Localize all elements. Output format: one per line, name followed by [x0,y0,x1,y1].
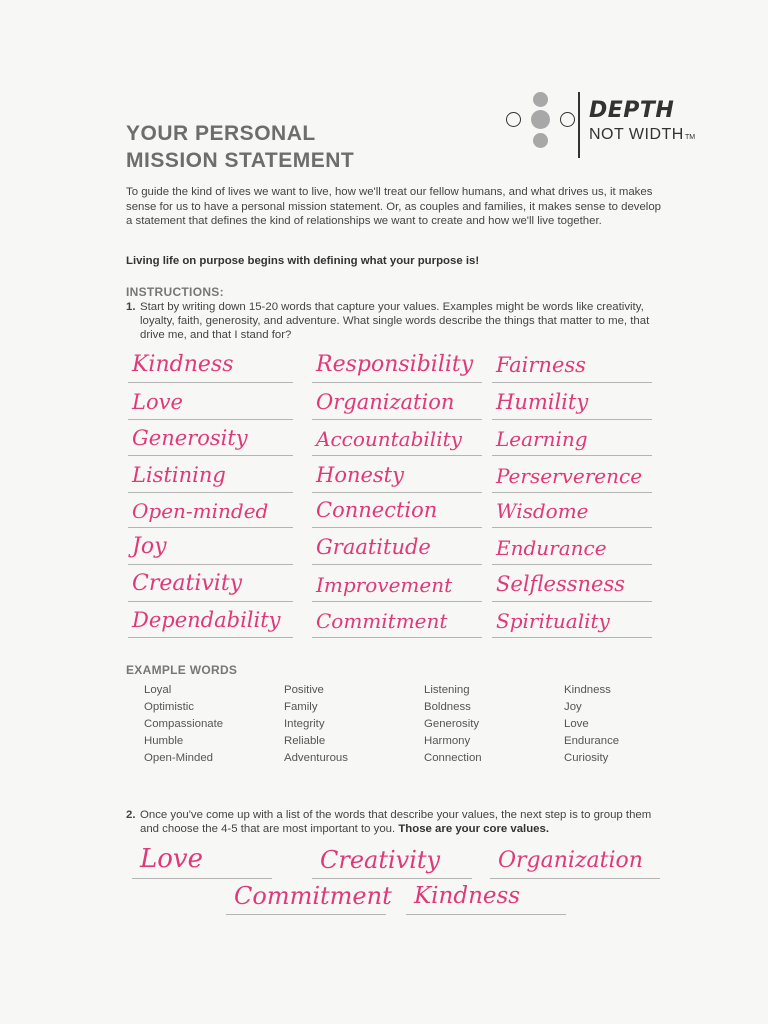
handwritten-value: Open-minded [132,499,269,523]
logo-divider [578,92,580,158]
core-value: Commitment [234,882,392,910]
core-value-line [312,878,472,879]
handwritten-value: Listining [132,463,226,487]
logo [503,92,723,164]
core-value: Love [140,844,203,874]
value-line [312,455,482,456]
handwritten-value: Improvement [316,573,453,597]
handwritten-value: Selflessness [496,572,626,596]
value-line [312,419,482,420]
step-1-text: Start by writing down 15-20 words that capture your values. Examples might be words like creativity, loyalty, faith, generosity, and adventure. What single words describe the things that matter to me, that drive me, and that I stand for? [140,301,650,341]
instructions-heading: INSTRUCTIONS: [126,285,224,299]
handwritten-value: Connection [316,498,438,522]
example-words-heading: EXAMPLE WORDS [126,663,238,677]
handwritten-value: Graatitude [316,535,431,559]
logo-depth: DEPTH [589,98,675,123]
logo-trademark: TM [685,134,696,141]
example-word: Curiosity [564,752,609,764]
example-word: Positive [284,684,324,696]
handwritten-value: Endurance [496,536,607,560]
value-line [312,601,482,602]
logo-dot-left [506,112,521,127]
handwritten-value: Perserverence [496,464,643,488]
core-value-line [226,914,386,915]
step-1-number: 1. [126,301,136,313]
intro-paragraph: To guide the kind of lives we want to live, how we'll treat our fellow humans, and what drives us, it makes sense for us to have a personal mission statement. Or, as couples and families, it makes sense to develop a statement that defines the kind of relationships we want to create and how we'll live together. [126,186,662,227]
handwritten-value: Dependability [132,608,281,632]
logo-dot-top [533,92,548,107]
example-word: Open-Minded [144,752,214,764]
value-line [492,455,652,456]
core-value: Kindness [414,883,521,909]
example-word: Connection [424,752,482,764]
value-line [312,382,482,383]
example-word: Integrity [284,718,325,730]
core-value: Creativity [320,846,441,874]
handwritten-value: Responsibility [316,352,474,377]
handwritten-value: Joy [132,534,167,559]
value-line [128,637,293,638]
example-word: Joy [564,701,582,713]
value-line [128,419,293,420]
logo-not-width: NOT WIDTH [589,126,684,143]
tagline: Living life on purpose begins with defining what your purpose is! [126,255,480,267]
step-2-text: Once you've come up with a list of the words that describe your values, the next step is to group them and choose the 4-5 that are most important to you. [140,809,652,835]
value-line [128,527,293,528]
core-value-line [132,878,272,879]
step-2-number: 2. [126,809,136,821]
value-line [492,564,652,565]
core-value-line [406,914,566,915]
value-line [312,527,482,528]
value-line [312,492,482,493]
example-word: Humble [144,735,184,747]
logo-dot-center [531,110,550,129]
example-word: Love [564,718,589,730]
example-word: Endurance [564,735,620,747]
example-word: Optimistic [144,701,194,713]
example-word: Boldness [424,701,471,713]
value-line [492,419,652,420]
example-word: Listening [424,684,470,696]
handwritten-value: Generosity [132,426,248,450]
example-word: Reliable [284,735,326,747]
core-value: Organization [498,848,643,873]
step-2 [126,808,666,836]
value-line [128,564,293,565]
title-line-1: YOUR PERSONAL [126,122,316,145]
example-word: Generosity [424,718,480,730]
example-word: Harmony [424,735,471,747]
logo-dot-bottom [533,133,548,148]
value-line [312,564,482,565]
handwritten-value: Creativity [132,571,243,596]
value-line [128,601,293,602]
handwritten-value: Fairness [496,353,586,377]
handwritten-value: Humility [496,390,589,414]
handwritten-value: Honesty [316,463,404,487]
title-line-2: MISSION STATEMENT [126,149,355,172]
step-1 [126,300,666,342]
example-word: Compassionate [144,718,224,730]
example-word: Family [284,701,318,713]
value-line [492,527,652,528]
value-line [312,637,482,638]
handwritten-value: Accountability [316,427,462,451]
core-value-line [490,878,660,879]
handwritten-value: Commitment [316,609,448,633]
handwritten-value: Organization [316,390,455,414]
value-line [492,601,652,602]
example-word: Adventurous [284,752,348,764]
value-line [492,637,652,638]
step-2-bold: Those are your core values. [398,823,550,835]
handwritten-value: Wisdome [496,499,589,523]
logo-dot-right [560,112,575,127]
value-line [128,455,293,456]
value-line [128,492,293,493]
handwritten-value: Kindness [132,352,234,377]
example-word: Kindness [564,684,611,696]
handwritten-value: Learning [496,427,588,451]
value-line [492,492,652,493]
value-line [492,382,652,383]
example-word: Loyal [144,684,172,696]
handwritten-value: Love [132,390,183,414]
page-title [126,120,354,174]
handwritten-value: Spirituality [496,609,610,633]
value-line [128,382,293,383]
